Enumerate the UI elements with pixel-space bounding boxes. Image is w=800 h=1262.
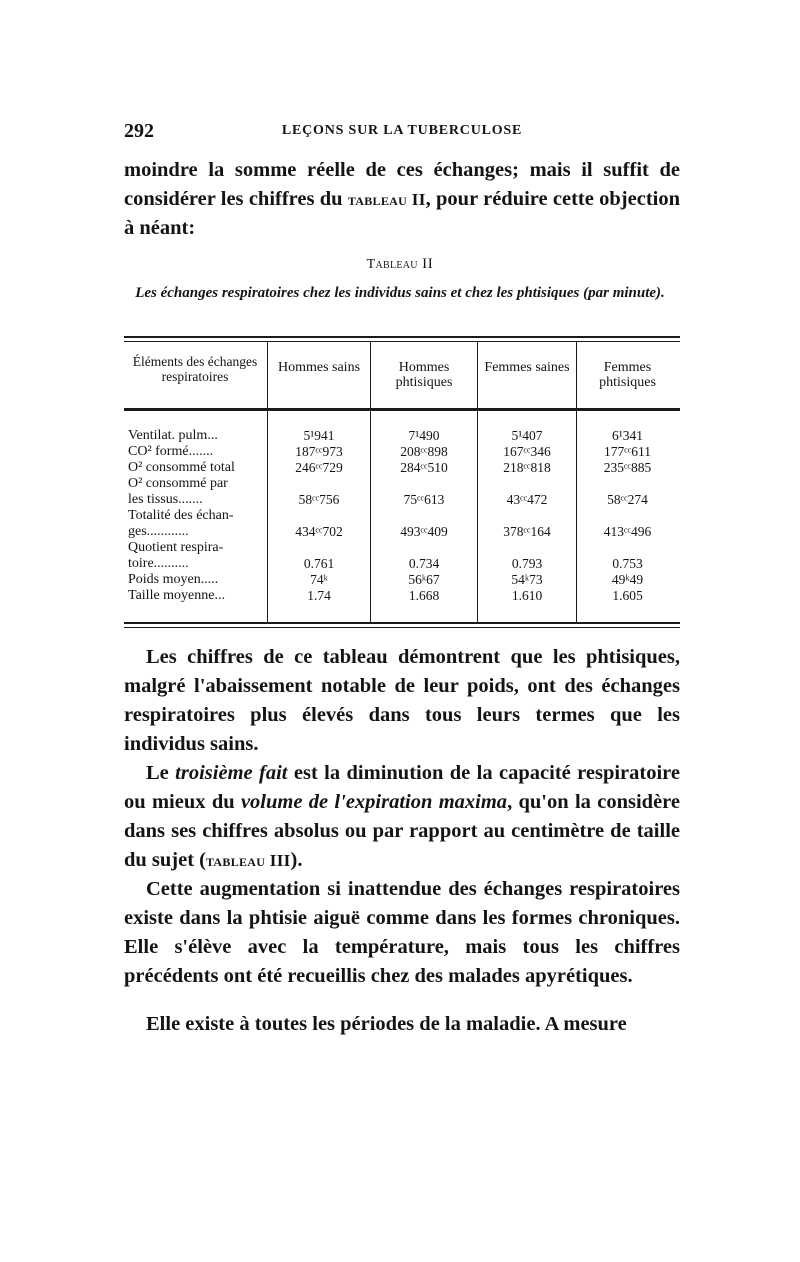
table-cell: 167ᶜᶜ346 (503, 444, 551, 459)
table-cell: 177ᶜᶜ611 (604, 444, 651, 459)
page-number: 292 (124, 120, 154, 142)
table-top-rule-thin (124, 341, 680, 342)
table-number: II (417, 256, 434, 272)
table-reference: tableau II (347, 190, 426, 209)
intro-text-a: moindre la somme réelle de ces échanges; mais il suffit de considérer les chiffres du (124, 159, 680, 210)
table-cell: 56ᵏ67 (408, 572, 440, 587)
table-cell: 75ᶜᶜ613 (403, 492, 445, 507)
row-label: les tissus....... (128, 492, 203, 507)
running-title: LEÇONS SUR LA TUBERCULOSE (281, 123, 523, 138)
row-label: Taille moyenne... (128, 588, 225, 603)
table-cell: 284ᶜᶜ510 (400, 460, 448, 475)
table-cell: 1.610 (511, 588, 543, 603)
table-cell: 54ᵏ73 (511, 572, 543, 587)
row-label: ges............ (128, 524, 189, 539)
table-bottom-rule (124, 622, 680, 624)
row-label: CO² formé....... (128, 444, 214, 459)
table-cell: 58ᶜᶜ274 (607, 492, 648, 507)
table-cell: 6¹341 (611, 428, 644, 443)
p2-emphasis: volume de l'expiration maxima (240, 791, 508, 813)
body-paragraph-1: Les chiffres de ce tableau démontrent que les phtisiques, malgré l'abaissement notable de leur poids, ont des échanges respiratoires plus élevés dans tous leurs termes que les individus sains. (124, 646, 680, 755)
table-cell: 1.668 (408, 588, 440, 603)
table-reference: tableau III (206, 851, 291, 870)
body-paragraph-2 (124, 759, 680, 875)
column-header-femmes-saines: Femmes saines (484, 360, 570, 375)
table-cell: 0.761 (303, 556, 335, 571)
table-cell: 0.753 (612, 556, 643, 571)
row-label: Poids moyen..... (128, 572, 219, 587)
p2-text: , qu'on la considère dans ses chiffres absolus ou par rapport au centimètre de taille du sujet ( (124, 791, 680, 871)
table-cell: 49ᵏ49 (611, 572, 644, 587)
row-label: O² consommé par (128, 476, 228, 491)
table-cell: 246ᶜᶜ729 (295, 460, 343, 475)
intro-paragraph (124, 156, 680, 243)
table-cell: 413ᶜᶜ496 (603, 524, 652, 539)
column-header-elements: Éléments des échanges respiratoires (132, 354, 258, 384)
table-cell: 1.74 (307, 588, 331, 603)
table-caption: Les échanges respiratoires chez les individus sains et chez les phtisiques (par minute). (135, 285, 665, 301)
table-cell: 235ᶜᶜ885 (603, 460, 652, 475)
page-header (124, 120, 680, 144)
table-cell: 434ᶜᶜ702 (295, 524, 343, 539)
table-cell: 493ᶜᶜ409 (400, 524, 448, 539)
row-label: Totalité des échan- (128, 508, 234, 523)
table-cell: 208ᶜᶜ898 (400, 444, 448, 459)
table-title (0, 256, 800, 273)
table-cell: 0.793 (511, 556, 543, 571)
intro-text-b: , pour réduire cette objection à néant: (124, 188, 680, 239)
table-header-rule (124, 408, 680, 411)
table-cell: 5¹407 (511, 428, 543, 443)
column-header-femmes-phtisiques: Femmes phtisiques (599, 360, 656, 390)
column-header-hommes-phtisiques: Hommes phtisiques (395, 360, 453, 390)
table-cell: 187ᶜᶜ973 (295, 444, 343, 459)
row-label: Ventilat. pulm... (128, 428, 218, 443)
table-cell: 74ᵏ (310, 572, 328, 587)
table-label: Tableau (366, 257, 418, 272)
table-bottom-rule-thin (124, 627, 680, 628)
column-header-hommes-sains: Hommes sains (277, 360, 361, 375)
table-cell: 1.605 (612, 588, 643, 603)
table-top-rule (124, 336, 680, 338)
p2-text: est la diminution de la capacité respiratoire ou mieux du (124, 762, 680, 813)
row-label: Quotient respira- (128, 540, 224, 555)
table-cell: 0.734 (408, 556, 440, 571)
row-label: toire.......... (128, 556, 189, 571)
table-cell: 378ᶜᶜ164 (503, 524, 551, 539)
table-cell: 5¹941 (303, 428, 335, 443)
body-paragraph-4: Elle existe à toutes les périodes de la maladie. A mesure (146, 1013, 627, 1035)
p2-emphasis: troisième fait (175, 762, 288, 784)
body-paragraph-3: Cette augmentation si inattendue des échanges respiratoires existe dans la phtisie aiguë comme dans les formes chroniques. Elle s'élève avec la température, mais tous les chiffres précédents ont été recueillis chez des malades apyrétiques. (124, 878, 680, 987)
p2-text: ). (290, 849, 303, 871)
p2-text: Le (146, 762, 176, 784)
row-label: O² consommé total (128, 460, 235, 475)
table-cell: 218ᶜᶜ818 (503, 460, 551, 475)
table-cell: 7¹490 (408, 428, 440, 443)
table-cell: 58ᶜᶜ756 (298, 492, 340, 507)
table-cell: 43ᶜᶜ472 (506, 492, 548, 507)
